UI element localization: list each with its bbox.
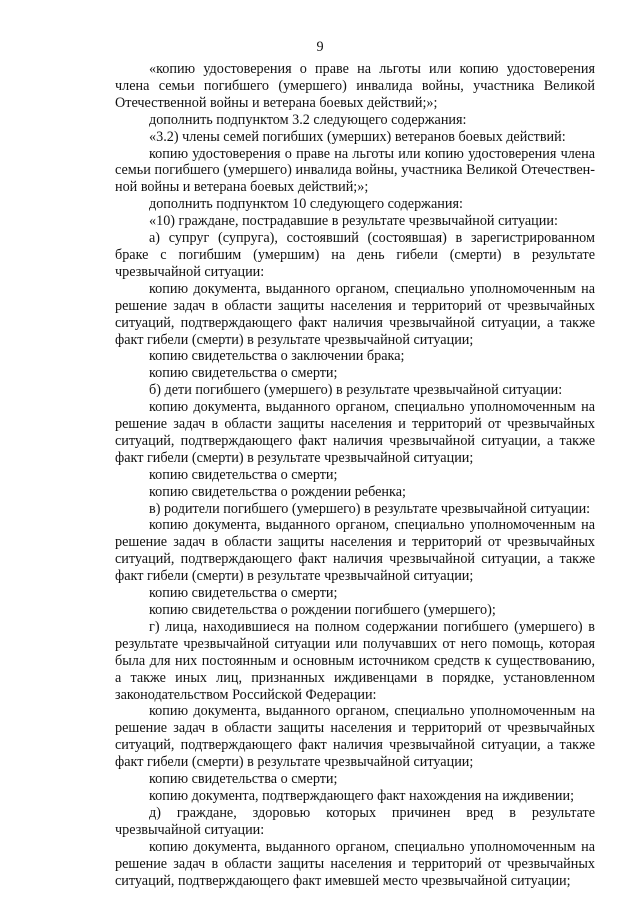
paragraph: а) супруг (супруга), состоявший (состоявшая) в зарегистрированном браке с погибшим (умершим) на день гибели (смерти) в результате чрезвычайной ситуации: (115, 230, 595, 280)
paragraph: копию документа, выданного органом, специально уполномоченным на решение задач в области защиты населения и территорий от чрезвычайных ситуаций, подтверждающего факт имевшей место чрезвычайной ситуации; (115, 838, 595, 889)
paragraph: копию документа, выданного органом, специально уполномоченным на решение задач в области защиты населения и территорий от чрезвычайных ситуаций, подтверждающего факт наличия чрезвычайной ситуации, а также факт гибели (смерти) в результате чрезвычайной ситуации; (115, 280, 595, 348)
paragraph: копию документа, выданного органом, специально уполномоченным на решение задач в области защиты населения и территорий от чрезвычайных ситуаций, подтверждающего факт наличия чрезвычайной ситуации, а также факт гибели (смерти) в результате чрезвычайной ситуации; (115, 399, 595, 466)
paragraph: «копию удостоверения о праве на льготы или копию удостоверения члена семьи погибшего (умершего) инвалида войны, участника Великой Отечественной войны и ветерана боевых действий;»; (115, 61, 595, 111)
paragraph: копию свидетельства о рождении погибшего (умершего); (149, 602, 496, 618)
paragraph: д) граждане, здоровью которых причинен вред в результате чрезвычайной ситуации: (115, 804, 595, 838)
paragraph: копию свидетельства о рождении ребенка; (149, 483, 406, 500)
paragraph: г) лица, находившиеся на полном содержании погибшего (умершего) в результате чрезвычайной ситуации или получавших от него помощь, которая была для них постоянным и основным источником средств к существованию, а также иных лиц, признанных иждивенцами в порядке, установленном законодательством Российской Федерации: (115, 618, 595, 703)
paragraph: б) дети погибшего (умершего) в результате чрезвычайной ситуации: (149, 382, 563, 399)
paragraph: копию свидетельства о смерти; (149, 771, 338, 788)
document-body (115, 61, 595, 889)
paragraph: дополнить подпунктом 10 следующего содержания: (149, 196, 463, 213)
paragraph: дополнить подпунктом 3.2 следующего содержания: (149, 111, 467, 128)
paragraph: «10) граждане, пострадавшие в результате чрезвычайной ситуации: (149, 213, 558, 230)
page-number: 9 (316, 39, 324, 55)
paragraph: копию документа, подтверждающего факт нахождения на иждивении; (149, 787, 575, 804)
paragraph: в) родители погибшего (умершего) в результате чрезвычайной ситуации: (149, 500, 591, 517)
paragraph: копию свидетельства о заключении брака; (149, 348, 405, 365)
paragraph: «3.2) члены семей погибших (умерших) ветеранов боевых действий: (149, 128, 566, 145)
paragraph: копию документа, выданного органом, специально уполномоченным на решение задач в области защиты населения и территорий от чрезвычайных ситуаций, подтверждающего факт наличия чрезвычайной ситуации, а также факт гибели (смерти) в результате чрезвычайной ситуации; (115, 517, 595, 585)
paragraph: копию свидетельства о смерти; (149, 585, 338, 602)
paragraph: копию свидетельства о смерти; (149, 365, 338, 382)
paragraph: копию документа, выданного органом, специально уполномоченным на решение задач в области защиты населения и территорий от чрезвычайных ситуаций, подтверждающего факт наличия чрезвычайной ситуации, а также факт гибели (смерти) в результате чрезвычайной ситуации; (115, 703, 595, 771)
paragraph: копию удостоверения о праве на льготы или копию удостоверения члена семьи погибшего (умершего) инвалида войны, участника Великой Отечественной войны и ветерана боевых действий;»; (115, 145, 595, 196)
paragraph: копию свидетельства о смерти; (149, 466, 338, 483)
